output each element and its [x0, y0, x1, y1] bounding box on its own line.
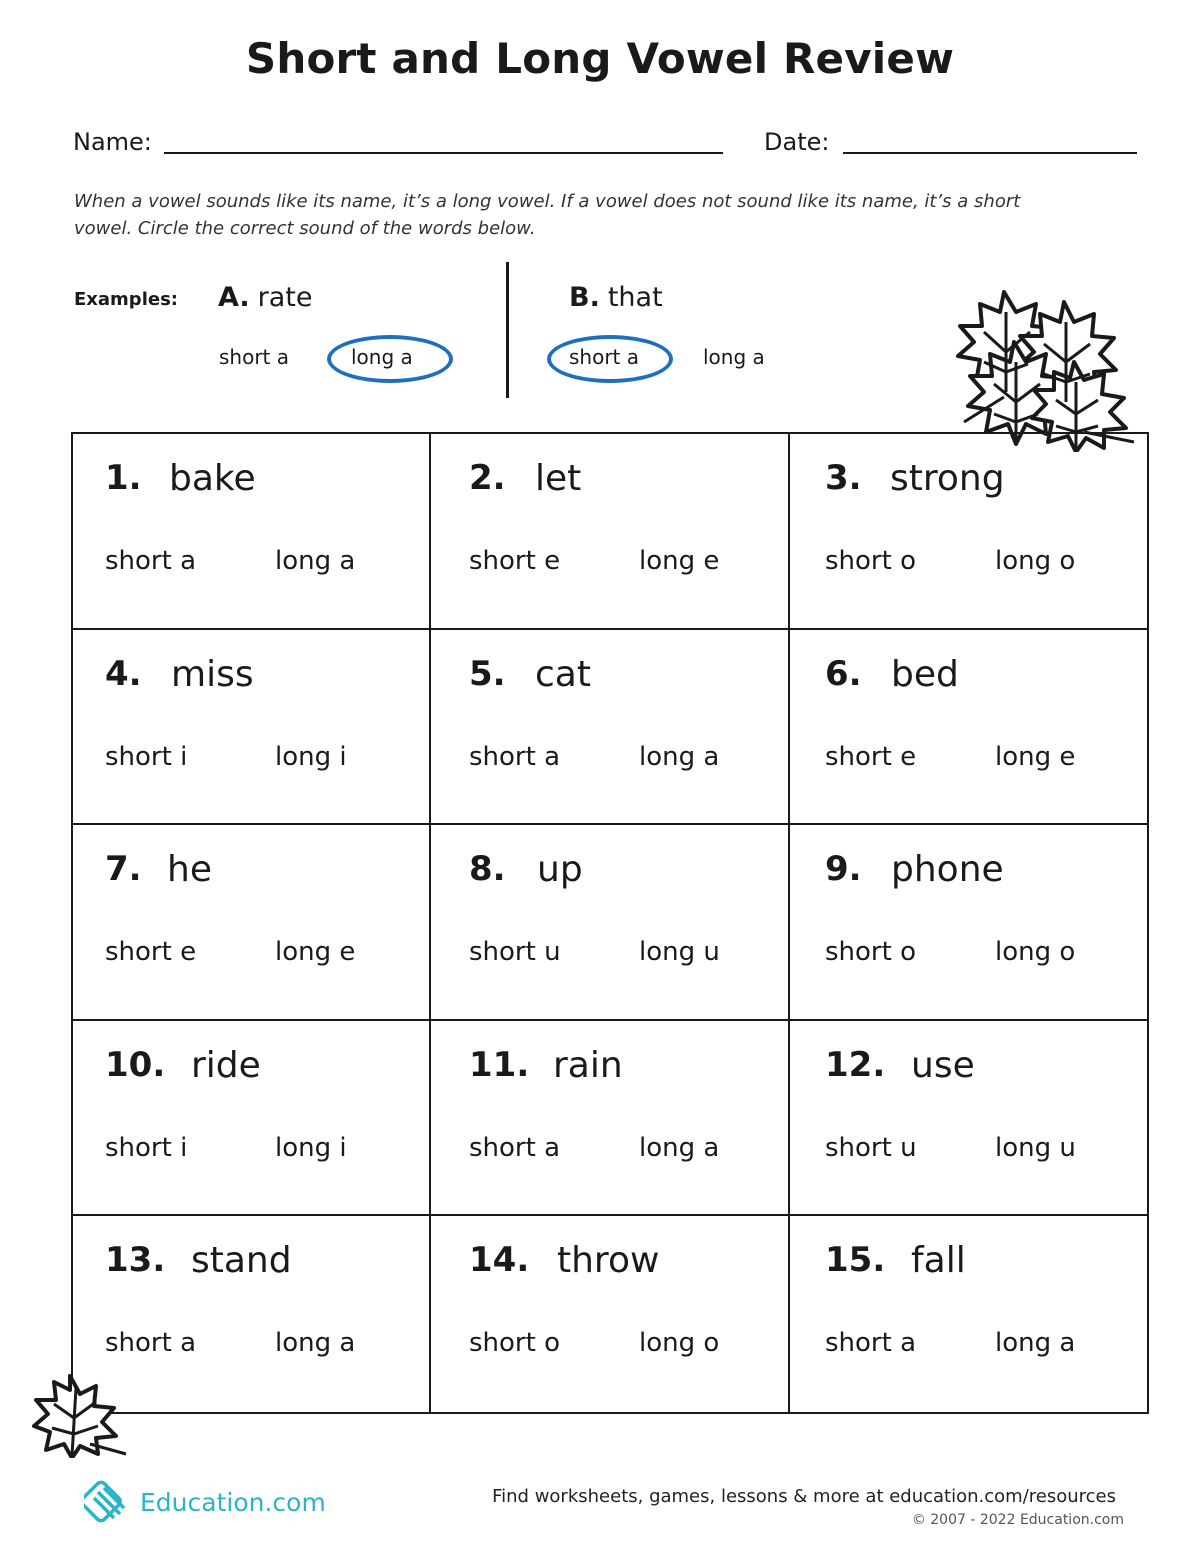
short-vowel-option[interactable]: short a	[469, 741, 561, 772]
item-word: bed	[891, 653, 959, 695]
item-number: 3.	[825, 458, 862, 498]
long-vowel-option[interactable]: long a	[639, 741, 720, 772]
item-number: 13.	[105, 1240, 166, 1281]
item-word: rain	[553, 1044, 623, 1086]
short-vowel-option[interactable]: short a	[105, 1328, 197, 1359]
item-number: 8.	[469, 849, 506, 890]
example-b-circle	[547, 335, 673, 383]
item-number: 5.	[469, 653, 506, 694]
long-vowel-option[interactable]: long o	[995, 937, 1076, 968]
long-vowel-option[interactable]: long i	[275, 1132, 347, 1163]
short-vowel-option[interactable]: short a	[825, 1328, 917, 1359]
item-word: miss	[171, 653, 254, 695]
example-b-short: short a	[569, 345, 640, 369]
date-label: Date:	[764, 128, 830, 156]
item-number: 15.	[825, 1240, 886, 1281]
leaf-icon	[30, 1368, 130, 1458]
word-cell	[73, 434, 431, 630]
item-word: cat	[535, 653, 591, 695]
word-cell	[790, 434, 1147, 630]
word-cell	[790, 825, 1147, 1021]
short-vowel-option[interactable]: short a	[105, 546, 197, 576]
item-number: 2.	[469, 458, 506, 498]
short-vowel-option[interactable]: short e	[469, 546, 561, 576]
long-vowel-option[interactable]: long a	[995, 1328, 1076, 1359]
item-number: 12.	[825, 1044, 886, 1085]
name-line[interactable]	[164, 152, 723, 154]
short-vowel-option[interactable]: short e	[105, 937, 197, 968]
page-title: Short and Long Vowel Review	[245, 34, 955, 83]
word-cell	[431, 630, 790, 826]
example-a-circle	[327, 335, 453, 383]
item-word: bake	[169, 458, 256, 499]
example-b-letter: B.	[569, 282, 600, 313]
example-b-word	[569, 282, 663, 313]
short-vowel-option[interactable]: short o	[825, 937, 916, 968]
long-vowel-option[interactable]: long u	[995, 1132, 1076, 1163]
brand-name: Education.com	[140, 1487, 326, 1517]
example-a-long: long a	[351, 345, 413, 369]
example-a-short: short a	[219, 345, 290, 369]
word-cell	[73, 825, 431, 1021]
example-b-text: that	[607, 282, 663, 313]
item-word: fall	[911, 1240, 966, 1282]
long-vowel-option[interactable]: long e	[275, 937, 356, 968]
short-vowel-option[interactable]: short u	[469, 937, 561, 968]
item-word: use	[911, 1044, 975, 1086]
long-vowel-option[interactable]: long e	[639, 546, 720, 576]
word-cell	[431, 825, 790, 1021]
example-a-word	[218, 282, 313, 313]
item-number: 1.	[105, 458, 142, 498]
word-cell	[431, 1021, 790, 1217]
long-vowel-option[interactable]: long a	[639, 1132, 720, 1163]
short-vowel-option[interactable]: short i	[105, 741, 188, 772]
examples-label: Examples:	[74, 289, 178, 310]
item-number: 9.	[825, 849, 862, 890]
copyright: © 2007 - 2022 Education.com	[911, 1512, 1124, 1528]
name-label: Name:	[73, 128, 152, 156]
item-number: 11.	[469, 1044, 530, 1085]
item-number: 7.	[105, 849, 142, 890]
item-word: let	[535, 458, 582, 499]
word-cell	[431, 1216, 790, 1412]
item-number: 10.	[105, 1044, 166, 1085]
instructions: When a vowel sounds like its name, it’s a long vowel. If a vowel does not sound like its name, it’s a short vowel. Circle the correct sound of the words below.	[74, 191, 1021, 239]
item-number: 4.	[105, 653, 142, 694]
long-vowel-option[interactable]: long o	[639, 1328, 720, 1359]
short-vowel-option[interactable]: short e	[825, 741, 917, 772]
word-cell	[790, 1216, 1147, 1412]
word-cell	[790, 630, 1147, 826]
example-a-text: rate	[257, 282, 313, 313]
example-a-letter: A.	[218, 282, 250, 313]
leaf-cluster-icon	[944, 282, 1144, 452]
item-number: 6.	[825, 653, 862, 694]
long-vowel-option[interactable]: long e	[995, 741, 1076, 772]
item-number: 14.	[469, 1240, 530, 1281]
item-word: he	[167, 849, 212, 891]
long-vowel-option[interactable]: long a	[275, 546, 356, 576]
long-vowel-option[interactable]: long i	[275, 741, 347, 772]
date-line[interactable]	[843, 152, 1137, 154]
pencil-logo-icon	[84, 1476, 136, 1528]
short-vowel-option[interactable]: short u	[825, 1132, 917, 1163]
footer-promo: Find worksheets, games, lessons & more at education.com/resources	[492, 1486, 1116, 1507]
item-word: up	[537, 849, 583, 891]
brand-logo[interactable]	[84, 1476, 326, 1528]
examples-divider	[506, 262, 509, 398]
item-word: phone	[891, 849, 1004, 891]
word-cell	[73, 630, 431, 826]
word-cell	[73, 1021, 431, 1217]
word-grid	[71, 432, 1149, 1414]
long-vowel-option[interactable]: long a	[275, 1328, 356, 1359]
item-word: strong	[890, 458, 1005, 499]
short-vowel-option[interactable]: short i	[105, 1132, 188, 1163]
short-vowel-option[interactable]: short o	[469, 1328, 560, 1359]
item-word: throw	[557, 1240, 660, 1282]
long-vowel-option[interactable]: long o	[995, 546, 1076, 576]
short-vowel-option[interactable]: short o	[825, 546, 916, 576]
word-cell	[431, 434, 790, 630]
long-vowel-option[interactable]: long u	[639, 937, 720, 968]
short-vowel-option[interactable]: short a	[469, 1132, 561, 1163]
example-b-long: long a	[703, 345, 765, 369]
item-word: ride	[191, 1044, 261, 1086]
word-cell	[790, 1021, 1147, 1217]
item-word: stand	[191, 1240, 292, 1282]
